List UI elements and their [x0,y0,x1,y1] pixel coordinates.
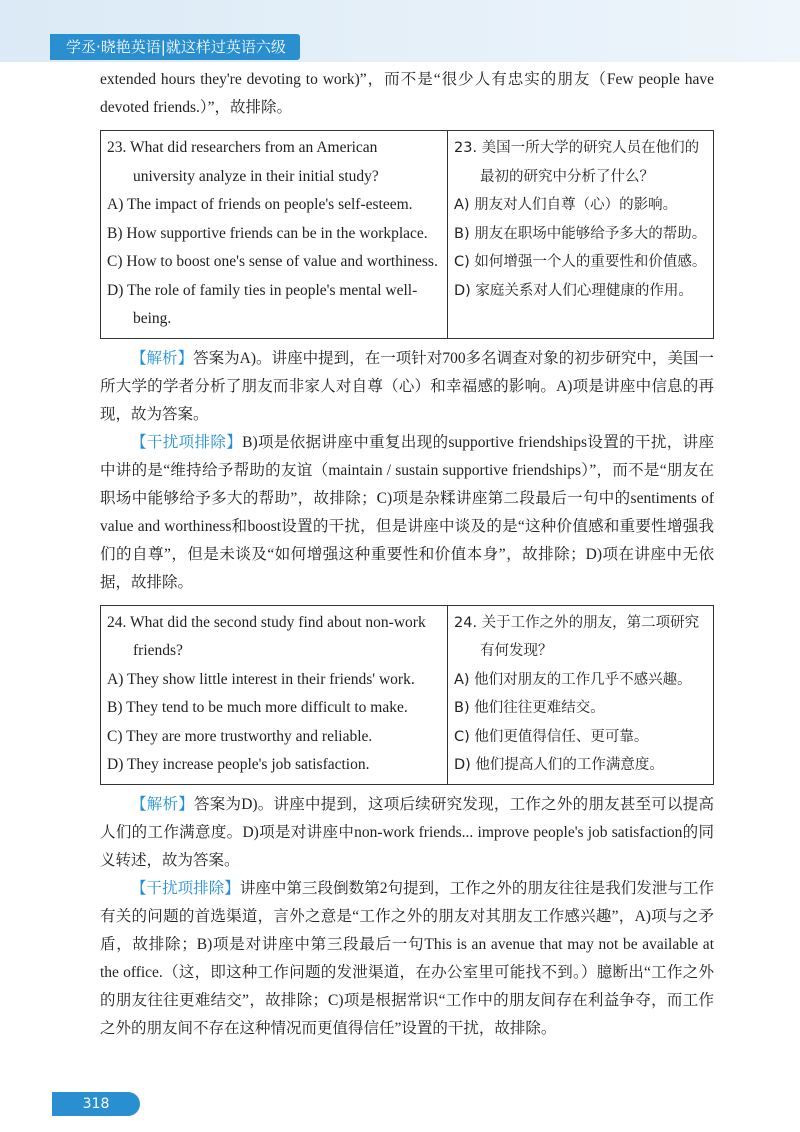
q23-zh-option-a: A) 朋友对人们自尊（心）的影响。 [454,197,678,213]
q24-analysis-text: 答案为D)。讲座中提到，这项后续研究发现，工作之外的朋友甚至可以提高人们的工作满意度。D)项是对讲座中non-work friends... improve people's job satisfaction的同义转述，故为答案。 [100,795,714,869]
q23-en-option-c: C) How to boost one's sense of value and worthiness. [107,253,438,270]
page-content [100,66,714,1043]
q24-en-option-d: D) They increase people's job satisfaction. [107,756,370,773]
q24-zh-option-c: C) 他们更值得信任、更可靠。 [454,728,649,745]
q24-english-cell [101,605,448,784]
q23-distractor-tag: 【干扰项排除】 [131,433,243,451]
q23-analysis-text: 答案为A)。讲座中提到，在一项针对700多名调查对象的初步研究中，美国一所大学的学者分析了朋友而非家人对自尊（心）和幸福感的影响。A)项是讲座中信息的再现，故为答案。 [100,349,714,423]
q23-en-question: 23. What did researchers from an American university analyze in their initial study? [107,139,379,185]
q23-distractor-text: B)项是依据讲座中重复出现的supportive friendships设置的干扰，讲座中讲的是“维持给予帮助的友谊（maintain / sustain supportive friendships）”，而不是“朋友在职场中能够给予多大的帮助”，故排除；C)项是杂糅讲座第二段最后一句中的sentiments of value and worthiness和boost设置的干扰，但是讲座中谈及的是“这种价值感和重要性增强我们的自尊”，但是未谈及“如何增强这种重要性和价值本身”，故排除；D)项在讲座中无依据，故排除。 [100,433,714,591]
q23-zh-option-d: D) 家庭关系对人们心理健康的作用。 [454,282,693,299]
intro-paragraph: extended hours they're devoting to work)”，而不是“很少人有忠实的朋友（Few people have devoted friends.）”，故排除。 [100,71,714,116]
q24-distractor-text: 讲座中第三段倒数第2句提到，工作之外的朋友往往是我们发泄与工作有关的问题的首选渠道，言外之意是“工作之外的朋友对其朋友工作感兴趣”，A)项与之矛盾，故排除；B)项是对讲座中第三段最后一句This is an avenue that may not be available at the office.（这，即这种工作问题的发泄渠道，在办公室里可能找不到。）臆断出“工作之外的朋友往往更难结交”，故排除；C)项是根据常识“工作中的朋友间存在利益争夺，而工作之外的朋友间不存在这种情况而更值得信任”设置的干扰，故排除。 [100,879,714,1037]
q24-analysis [100,791,714,875]
page-number: 318 [52,1092,140,1116]
q24-en-option-c: C) They are more trustworthy and reliable. [107,727,373,745]
q24-distractor [100,875,714,1043]
q23-zh-option-b: B) 朋友在职场中能够给予多大的帮助。 [454,225,707,242]
q23-english-cell [101,131,448,339]
question-24-table [100,605,714,785]
q23-zh-question: 23. 美国一所大学的研究人员在他们的最初的研究中分析了什么？ [454,140,700,185]
question-23-table [100,130,714,339]
q24-en-option-b: B) They tend to be much more difficult to make. [107,699,408,716]
book-header: 学丞·晓艳英语|就这样过英语六级 [50,34,300,60]
q23-analysis-tag: 【解析】 [131,349,194,367]
q24-zh-option-d: D) 他们提高人们的工作满意度。 [454,757,664,773]
q23-en-option-b: B) How supportive friends can be in the workplace. [107,224,428,242]
q23-chinese-cell [448,131,714,339]
q24-zh-question: 24. 关于工作之外的朋友，第二项研究有何发现？ [454,614,700,659]
q24-en-option-a: A) They show little interest in their friends' work. [107,670,415,688]
q24-en-question: 24. What did the second study find about non-work friends? [107,613,426,659]
q24-analysis-tag: 【解析】 [131,795,194,813]
q23-en-option-a: A) The impact of friends on people's self-esteem. [107,196,413,213]
q23-distractor [100,429,714,597]
q23-zh-option-c: C) 如何增强一个人的重要性和价值感。 [454,254,707,270]
q24-chinese-cell [448,605,714,784]
q23-analysis [100,345,714,429]
q23-en-option-d: D) The role of family ties in people's mental well-being. [107,281,418,327]
q24-zh-option-b: B) 他们往往更难结交。 [454,700,605,716]
q24-distractor-tag: 【干扰项排除】 [131,879,240,897]
q24-zh-option-a: A) 他们对朋友的工作几乎不感兴趣。 [454,671,692,688]
